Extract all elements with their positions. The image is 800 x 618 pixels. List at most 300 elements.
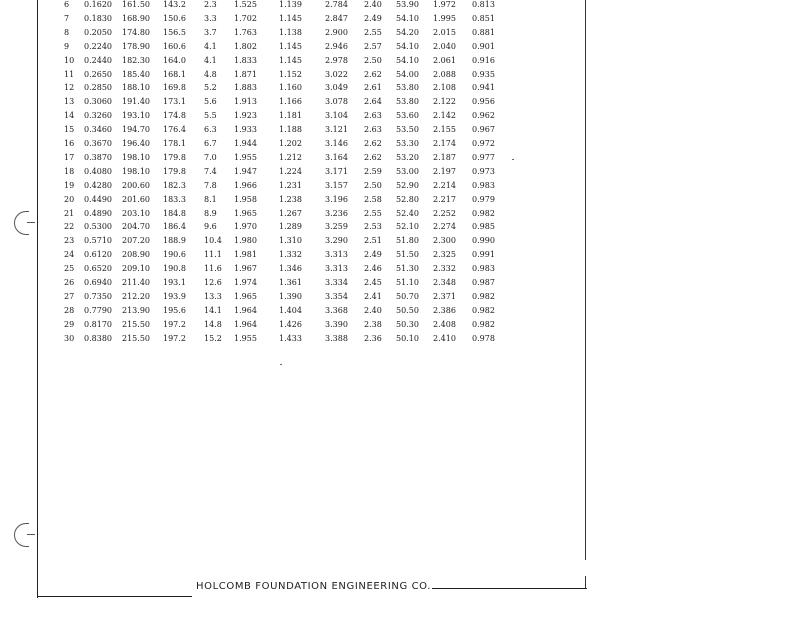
table-cell: 0.8380 bbox=[84, 333, 112, 343]
table-cell: 1.802 bbox=[234, 41, 257, 51]
table-cell: 1.964 bbox=[234, 319, 257, 329]
table-cell: 2.122 bbox=[433, 97, 456, 107]
table-row bbox=[0, 290, 560, 303]
table-cell: 196.40 bbox=[122, 139, 150, 148]
row-number-cell: 22 bbox=[64, 222, 75, 232]
table-cell: 0.2240 bbox=[84, 41, 112, 51]
table-cell: 2.3 bbox=[204, 0, 217, 9]
table-cell: 2.325 bbox=[433, 250, 456, 260]
table-cell: 2.53 bbox=[364, 222, 382, 232]
row-number-cell: 13 bbox=[64, 97, 75, 107]
table-cell: 1.267 bbox=[279, 208, 302, 218]
table-cell: 0.982 bbox=[472, 291, 495, 301]
table-cell: 0.3460 bbox=[84, 125, 112, 135]
right-border-tick bbox=[585, 576, 586, 588]
table-cell: 3.146 bbox=[325, 139, 348, 148]
table-cell: 174.80 bbox=[122, 27, 150, 37]
table-cell: 1.955 bbox=[234, 333, 257, 343]
table-cell: 5.2 bbox=[204, 83, 217, 93]
table-cell: 182.30 bbox=[122, 55, 150, 65]
table-cell: 176.4 bbox=[163, 125, 186, 135]
table-cell: 179.8 bbox=[163, 166, 186, 176]
row-number-cell: 20 bbox=[64, 194, 75, 204]
table-cell: 2.40 bbox=[364, 0, 382, 9]
table-cell: 2.252 bbox=[433, 208, 456, 218]
table-cell: 2.015 bbox=[433, 27, 456, 37]
table-cell: 2.62 bbox=[364, 139, 382, 148]
table-row bbox=[0, 151, 560, 164]
table-cell: 0.972 bbox=[472, 139, 495, 148]
binder-hole-mark-lower bbox=[14, 523, 29, 547]
row-number-cell: 16 bbox=[64, 139, 75, 148]
table-cell: 191.40 bbox=[122, 97, 150, 107]
table-row bbox=[0, 26, 560, 39]
table-cell: 0.4280 bbox=[84, 180, 112, 190]
table-cell: 208.90 bbox=[122, 250, 150, 260]
table-cell: 0.983 bbox=[472, 264, 495, 274]
table-cell: 0.962 bbox=[472, 111, 495, 121]
company-footer: HOLCOMB FOUNDATION ENGINEERING CO. bbox=[196, 581, 432, 592]
table-cell: 2.49 bbox=[364, 13, 382, 23]
table-cell: 1.763 bbox=[234, 27, 257, 37]
table-cell: 2.49 bbox=[364, 250, 382, 260]
table-cell: 3.196 bbox=[325, 194, 348, 204]
table-cell: 0.2850 bbox=[84, 83, 112, 93]
table-cell: 1.202 bbox=[279, 139, 302, 148]
table-cell: 3.049 bbox=[325, 83, 348, 93]
row-number-cell: 26 bbox=[64, 278, 75, 287]
row-number-cell: 12 bbox=[64, 83, 75, 93]
table-cell: 2.040 bbox=[433, 41, 456, 51]
table-cell: 3.368 bbox=[325, 305, 348, 315]
table-cell: 1.970 bbox=[234, 222, 257, 232]
row-number-cell: 25 bbox=[64, 264, 75, 274]
table-cell: 50.30 bbox=[396, 319, 419, 329]
table-cell: 3.259 bbox=[325, 222, 348, 232]
table-cell: 10.4 bbox=[204, 236, 222, 246]
table-cell: 4.8 bbox=[204, 69, 217, 79]
table-cell: 3.236 bbox=[325, 208, 348, 218]
table-cell: 1.346 bbox=[279, 264, 302, 274]
table-row bbox=[0, 207, 560, 220]
table-cell: 2.59 bbox=[364, 166, 382, 176]
table-row bbox=[0, 54, 560, 67]
table-cell: 3.3 bbox=[204, 13, 217, 23]
table-cell: 13.3 bbox=[204, 291, 222, 301]
table-row bbox=[0, 234, 560, 247]
row-number-cell: 7 bbox=[64, 13, 70, 23]
table-cell: 0.973 bbox=[472, 166, 495, 176]
table-cell: 0.3670 bbox=[84, 139, 112, 148]
table-cell: 2.62 bbox=[364, 69, 382, 79]
table-cell: 51.80 bbox=[396, 236, 419, 246]
row-number-cell: 28 bbox=[64, 305, 75, 315]
row-number-cell: 19 bbox=[64, 180, 75, 190]
bottom-rule-left bbox=[37, 596, 192, 597]
table-cell: 1.964 bbox=[234, 305, 257, 315]
table-cell: 53.80 bbox=[396, 97, 419, 107]
table-cell: 0.978 bbox=[472, 333, 495, 343]
table-cell: 0.979 bbox=[472, 194, 495, 204]
table-cell: 168.1 bbox=[163, 69, 186, 79]
table-row bbox=[0, 12, 560, 25]
table-cell: 2.57 bbox=[364, 41, 382, 51]
table-cell: 1.955 bbox=[234, 152, 257, 162]
table-cell: 150.6 bbox=[163, 13, 186, 23]
table-cell: 0.901 bbox=[472, 41, 495, 51]
table-cell: 0.7350 bbox=[84, 291, 112, 301]
table-cell: 1.947 bbox=[234, 166, 257, 176]
table-cell: 3.313 bbox=[325, 264, 348, 274]
table-cell: 53.50 bbox=[396, 125, 419, 135]
table-cell: 198.10 bbox=[122, 166, 150, 176]
table-cell: 1.390 bbox=[279, 291, 302, 301]
table-cell: 6.3 bbox=[204, 125, 217, 135]
table-cell: 200.60 bbox=[122, 180, 150, 190]
table-cell: 0.5710 bbox=[84, 236, 112, 246]
table-cell: 2.174 bbox=[433, 139, 456, 148]
table-row bbox=[0, 81, 560, 94]
table-cell: 3.164 bbox=[325, 152, 348, 162]
table-cell: 3.104 bbox=[325, 111, 348, 121]
table-cell: 3.7 bbox=[204, 27, 217, 37]
table-cell: 2.978 bbox=[325, 55, 348, 65]
table-cell: 143.2 bbox=[163, 0, 186, 9]
table-cell: 54.20 bbox=[396, 27, 419, 37]
row-number-cell: 17 bbox=[64, 152, 75, 162]
table-row bbox=[0, 318, 560, 331]
table-cell: 7.4 bbox=[204, 166, 217, 176]
table-cell: 169.8 bbox=[163, 83, 186, 93]
table-cell: 173.1 bbox=[163, 97, 186, 107]
table-cell: 1.995 bbox=[433, 13, 456, 23]
table-cell: 2.55 bbox=[364, 27, 382, 37]
table-cell: 53.90 bbox=[396, 0, 419, 9]
table-cell: 0.983 bbox=[472, 180, 495, 190]
table-cell: 2.58 bbox=[364, 194, 382, 204]
table-cell: 50.50 bbox=[396, 305, 419, 315]
table-cell: 0.982 bbox=[472, 208, 495, 218]
table-cell: 1.966 bbox=[234, 180, 257, 190]
table-cell: 51.30 bbox=[396, 264, 419, 274]
row-number-cell: 29 bbox=[64, 319, 75, 329]
table-cell: 2.45 bbox=[364, 278, 382, 287]
row-number-cell: 27 bbox=[64, 291, 75, 301]
table-cell: 3.022 bbox=[325, 69, 348, 79]
table-cell: 2.386 bbox=[433, 305, 456, 315]
table-cell: 186.4 bbox=[163, 222, 186, 232]
table-cell: 1.923 bbox=[234, 111, 257, 121]
table-cell: 1.833 bbox=[234, 55, 257, 65]
table-cell: 193.1 bbox=[163, 278, 186, 287]
table-cell: 178.90 bbox=[122, 41, 150, 51]
table-cell: 0.2050 bbox=[84, 27, 112, 37]
table-cell: 193.9 bbox=[163, 291, 186, 301]
table-cell: 2.50 bbox=[364, 55, 382, 65]
table-cell: 1.933 bbox=[234, 125, 257, 135]
table-cell: 2.62 bbox=[364, 152, 382, 162]
row-number-cell: 6 bbox=[64, 0, 70, 9]
table-cell: 168.90 bbox=[122, 13, 150, 23]
table-row bbox=[0, 109, 560, 122]
table-cell: 188.10 bbox=[122, 83, 150, 93]
table-cell: 201.60 bbox=[122, 194, 150, 204]
row-number-cell: 14 bbox=[64, 111, 75, 121]
table-cell: 2.197 bbox=[433, 166, 456, 176]
table-cell: 2.36 bbox=[364, 333, 382, 343]
table-cell: 212.20 bbox=[122, 291, 150, 301]
table-cell: 215.50 bbox=[122, 333, 150, 343]
table-cell: 12.6 bbox=[204, 278, 222, 287]
table-cell: 2.214 bbox=[433, 180, 456, 190]
table-row bbox=[0, 304, 560, 317]
table-cell: 0.3870 bbox=[84, 152, 112, 162]
table-cell: 5.5 bbox=[204, 111, 217, 121]
table-cell: 193.10 bbox=[122, 111, 150, 121]
row-number-cell: 18 bbox=[64, 166, 75, 176]
table-cell: 0.2650 bbox=[84, 69, 112, 79]
table-cell: 0.2440 bbox=[84, 55, 112, 65]
table-row bbox=[0, 276, 560, 289]
table-row bbox=[0, 262, 560, 275]
table-cell: 7.8 bbox=[204, 180, 217, 190]
table-cell: 2.061 bbox=[433, 55, 456, 65]
table-cell: 1.166 bbox=[279, 97, 302, 107]
table-cell: 179.8 bbox=[163, 152, 186, 162]
table-row bbox=[0, 248, 560, 261]
table-cell: 190.6 bbox=[163, 250, 186, 260]
table-cell: 0.1620 bbox=[84, 0, 112, 9]
table-cell: 3.157 bbox=[325, 180, 348, 190]
table-cell: 1.212 bbox=[279, 152, 302, 162]
table-cell: 54.00 bbox=[396, 69, 419, 79]
table-cell: 9.6 bbox=[204, 222, 217, 232]
row-number-cell: 23 bbox=[64, 236, 75, 246]
table-cell: 178.1 bbox=[163, 139, 186, 148]
table-cell: 2.142 bbox=[433, 111, 456, 121]
table-cell: 0.6940 bbox=[84, 278, 112, 287]
table-cell: 2.108 bbox=[433, 83, 456, 93]
table-cell: 194.70 bbox=[122, 125, 150, 135]
table-cell: 1.152 bbox=[279, 69, 302, 79]
table-cell: 174.8 bbox=[163, 111, 186, 121]
table-cell: 3.313 bbox=[325, 250, 348, 260]
table-cell: 0.990 bbox=[472, 236, 495, 246]
table-cell: 1.145 bbox=[279, 13, 302, 23]
table-cell: 1.913 bbox=[234, 97, 257, 107]
table-cell: 1.980 bbox=[234, 236, 257, 246]
table-cell: 0.1830 bbox=[84, 13, 112, 23]
bottom-rule-right bbox=[432, 588, 587, 589]
table-cell: 207.20 bbox=[122, 236, 150, 246]
table-cell: 204.70 bbox=[122, 222, 150, 232]
table-cell: 3.390 bbox=[325, 319, 348, 329]
table-cell: 52.80 bbox=[396, 194, 419, 204]
table-cell: 0.956 bbox=[472, 97, 495, 107]
table-cell: 198.10 bbox=[122, 152, 150, 162]
table-cell: 211.40 bbox=[122, 278, 150, 287]
row-number-cell: 21 bbox=[64, 208, 75, 218]
row-number-cell: 15 bbox=[64, 125, 75, 135]
table-cell: 195.6 bbox=[163, 305, 186, 315]
table-cell: 183.3 bbox=[163, 194, 186, 204]
table-cell: 182.3 bbox=[163, 180, 186, 190]
table-row bbox=[0, 332, 560, 345]
table-cell: 197.2 bbox=[163, 333, 186, 343]
table-cell: 190.8 bbox=[163, 264, 186, 274]
table-cell: 54.10 bbox=[396, 13, 419, 23]
table-cell: 2.300 bbox=[433, 236, 456, 246]
table-row bbox=[0, 95, 560, 108]
table-cell: 0.985 bbox=[472, 222, 495, 232]
table-cell: 2.63 bbox=[364, 111, 382, 121]
table-cell: 1.332 bbox=[279, 250, 302, 260]
table-row bbox=[0, 137, 560, 150]
table-cell: 156.5 bbox=[163, 27, 186, 37]
table-cell: 1.181 bbox=[279, 111, 302, 121]
table-cell: 2.900 bbox=[325, 27, 348, 37]
table-cell: 203.10 bbox=[122, 208, 150, 218]
table-cell: 53.30 bbox=[396, 139, 419, 148]
table-row bbox=[0, 193, 560, 206]
table-cell: 1.972 bbox=[433, 0, 456, 9]
table-row bbox=[0, 220, 560, 233]
table-cell: 1.525 bbox=[234, 0, 257, 9]
table-cell: 0.851 bbox=[472, 13, 495, 23]
table-cell: 15.2 bbox=[204, 333, 222, 343]
table-cell: 2.371 bbox=[433, 291, 456, 301]
table-cell: 3.078 bbox=[325, 97, 348, 107]
table-cell: 2.61 bbox=[364, 83, 382, 93]
table-cell: 1.967 bbox=[234, 264, 257, 274]
table-cell: 8.1 bbox=[204, 194, 217, 204]
table-cell: 3.171 bbox=[325, 166, 348, 176]
table-cell: 1.160 bbox=[279, 83, 302, 93]
table-cell: 197.2 bbox=[163, 319, 186, 329]
table-cell: 188.9 bbox=[163, 236, 186, 246]
table-cell: 161.50 bbox=[122, 0, 150, 9]
table-cell: 6.7 bbox=[204, 139, 217, 148]
table-cell: 2.946 bbox=[325, 41, 348, 51]
table-cell: 3.121 bbox=[325, 125, 348, 135]
table-cell: 2.46 bbox=[364, 264, 382, 274]
table-cell: 2.187 bbox=[433, 152, 456, 162]
table-cell: 1.958 bbox=[234, 194, 257, 204]
table-cell: 2.40 bbox=[364, 305, 382, 315]
table-cell: 14.1 bbox=[204, 305, 222, 315]
table-cell: 1.145 bbox=[279, 55, 302, 65]
table-cell: 11.1 bbox=[204, 250, 222, 260]
table-cell: 2.332 bbox=[433, 264, 456, 274]
table-cell: 0.982 bbox=[472, 319, 495, 329]
table-cell: 3.354 bbox=[325, 291, 348, 301]
table-row bbox=[0, 40, 560, 53]
table-cell: 0.3060 bbox=[84, 97, 112, 107]
table-cell: 5.6 bbox=[204, 97, 217, 107]
table-row bbox=[0, 165, 560, 178]
right-page-border bbox=[585, 0, 586, 560]
table-cell: 53.20 bbox=[396, 152, 419, 162]
table-cell: 1.965 bbox=[234, 208, 257, 218]
table-cell: 2.847 bbox=[325, 13, 348, 23]
table-cell: 0.881 bbox=[472, 27, 495, 37]
table-cell: 213.90 bbox=[122, 305, 150, 315]
table-cell: 1.944 bbox=[234, 139, 257, 148]
table-cell: 0.5300 bbox=[84, 222, 112, 232]
table-cell: 11.6 bbox=[204, 264, 222, 274]
table-cell: 51.50 bbox=[396, 250, 419, 260]
table-cell: 215.50 bbox=[122, 319, 150, 329]
row-number-cell: 10 bbox=[64, 55, 75, 65]
table-cell: 2.51 bbox=[364, 236, 382, 246]
table-cell: 8.9 bbox=[204, 208, 217, 218]
table-cell: 0.3260 bbox=[84, 111, 112, 121]
table-cell: 0.4490 bbox=[84, 194, 112, 204]
table-cell: 53.00 bbox=[396, 166, 419, 176]
table-cell: 1.139 bbox=[279, 0, 302, 9]
table-cell: 4.1 bbox=[204, 55, 217, 65]
table-cell: 209.10 bbox=[122, 264, 150, 274]
row-number-cell: 11 bbox=[64, 69, 75, 79]
table-cell: 2.784 bbox=[325, 0, 348, 9]
speck bbox=[280, 364, 282, 365]
table-cell: 52.90 bbox=[396, 180, 419, 190]
table-cell: 1.145 bbox=[279, 41, 302, 51]
table-cell: 14.8 bbox=[204, 319, 222, 329]
table-cell: 0.991 bbox=[472, 250, 495, 260]
table-cell: 3.290 bbox=[325, 236, 348, 246]
table-cell: 2.155 bbox=[433, 125, 456, 135]
table-cell: 0.4890 bbox=[84, 208, 112, 218]
table-row bbox=[0, 179, 560, 192]
table-cell: 3.388 bbox=[325, 333, 348, 343]
table-cell: 54.10 bbox=[396, 55, 419, 65]
table-cell: 1.289 bbox=[279, 222, 302, 232]
speck bbox=[512, 159, 514, 160]
table-cell: 0.7790 bbox=[84, 305, 112, 315]
table-cell: 0.6120 bbox=[84, 250, 112, 260]
table-cell: 160.6 bbox=[163, 41, 186, 51]
table-cell: 7.0 bbox=[204, 152, 217, 162]
row-number-cell: 9 bbox=[64, 41, 70, 51]
table-row bbox=[0, 68, 560, 81]
table-cell: 1.883 bbox=[234, 83, 257, 93]
table-cell: 51.10 bbox=[396, 278, 419, 287]
table-cell: 2.410 bbox=[433, 333, 456, 343]
table-cell: 2.408 bbox=[433, 319, 456, 329]
table-cell: 1.238 bbox=[279, 194, 302, 204]
table-cell: 0.941 bbox=[472, 83, 495, 93]
table-cell: 2.41 bbox=[364, 291, 382, 301]
table-cell: 2.348 bbox=[433, 278, 456, 287]
table-cell: 0.935 bbox=[472, 69, 495, 79]
row-number-cell: 8 bbox=[64, 27, 70, 37]
table-cell: 2.274 bbox=[433, 222, 456, 232]
table-row bbox=[0, 123, 560, 136]
table-cell: 184.8 bbox=[163, 208, 186, 218]
table-cell: 1.404 bbox=[279, 305, 302, 315]
table-cell: 0.977 bbox=[472, 152, 495, 162]
table-cell: 3.334 bbox=[325, 278, 348, 287]
table-cell: 50.10 bbox=[396, 333, 419, 343]
table-cell: 52.10 bbox=[396, 222, 419, 232]
table-cell: 0.8170 bbox=[84, 319, 112, 329]
table-cell: 1.231 bbox=[279, 180, 302, 190]
table-cell: 1.361 bbox=[279, 278, 302, 287]
table-cell: 1.702 bbox=[234, 13, 257, 23]
table-cell: 54.10 bbox=[396, 41, 419, 51]
table-cell: 1.138 bbox=[279, 27, 302, 37]
